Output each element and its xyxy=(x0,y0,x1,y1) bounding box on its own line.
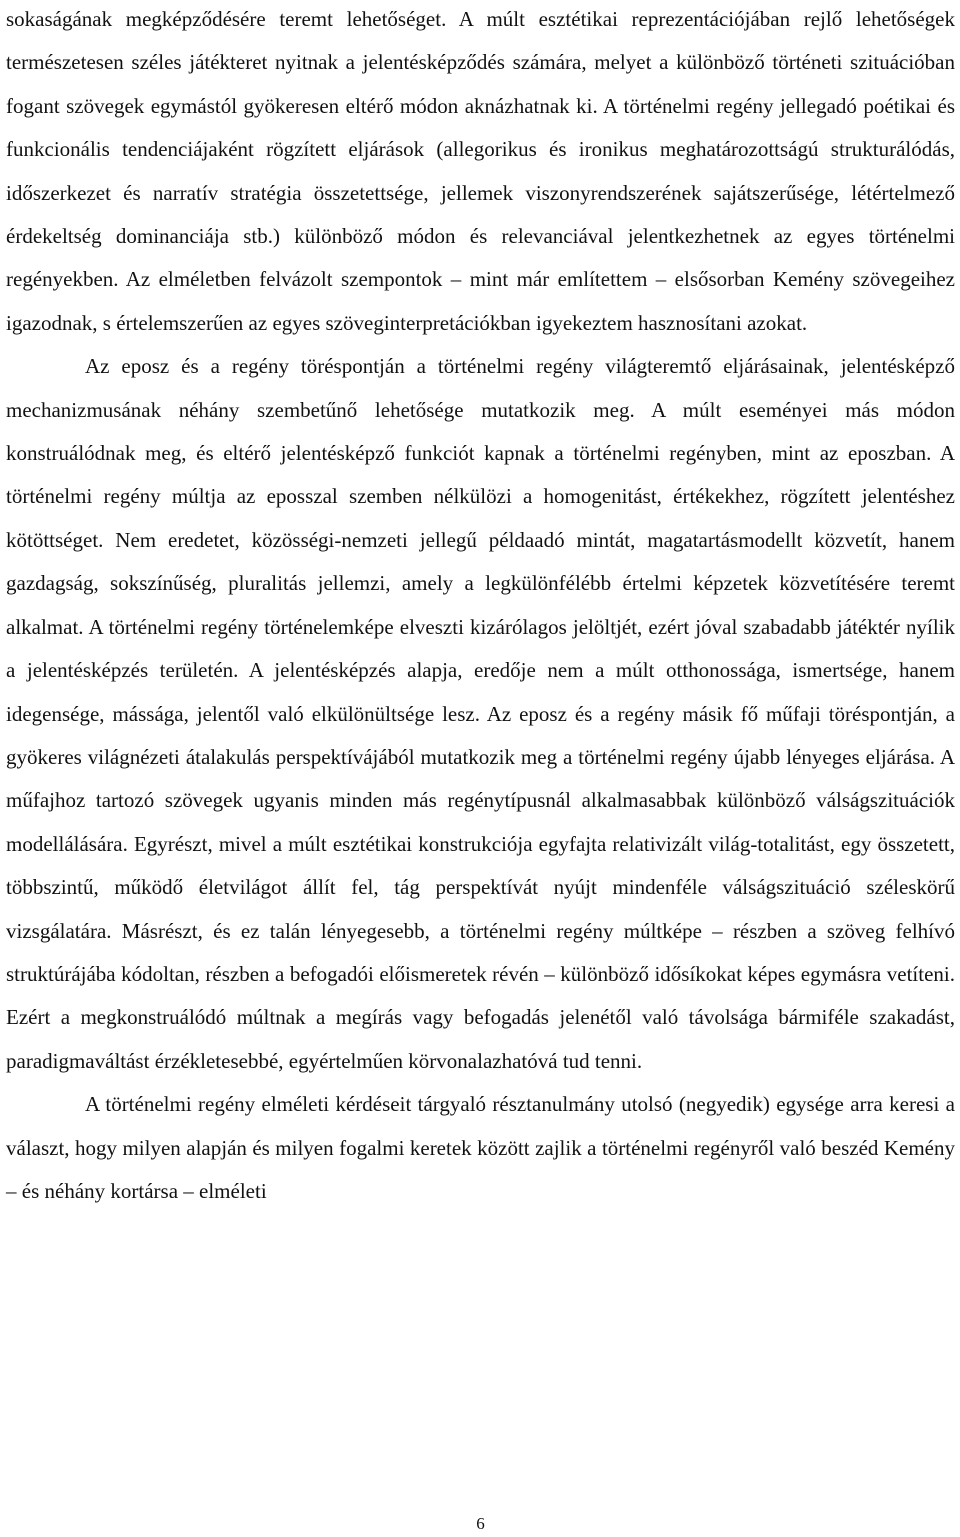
paragraph: Az eposz és a regény töréspontján a történelmi regény világteremtő eljárásainak, jelentésképző mechanizmusának néhány szembetűnő lehetősége mutatkozik meg. A múlt eseményei más módon konstruálódnak meg, és eltérő jelentésképző funkciót kapnak a történelmi regényben, mint az eposzban. A történelmi regény múltja az eposszal szemben nélkülözi a homogenitást, értékekhez, rögzített jelentéshez kötöttséget. Nem eredetet, közösségi-nemzeti jellegű példaadó mintát, magatartásmodellt közvetít, hanem gazdagság, sokszínűség, pluralitás jellemzi, amely a legkülönfélébb értelmi képzetek közvetítésére teremt alkalmat. A történelmi regény történelemképe elveszti kizárólagos jelöltjét, ezért jóval szabadabb játéktér nyílik a jelentésképzés területén. A jelentésképzés alapja, eredője nem a múlt otthonossága, ismertsége, hanem idegensége, mássága, jelentől való elkülönültsége lesz. Az eposz és a regény másik fő műfaji töréspontján, a gyökeres világnézeti átalakulás perspektívájából mutatkozik meg a történelmi regény újabb lényeges eljárása. A műfajhoz tartozó szövegek ugyanis minden más regénytípusnál alkalmasabbak különböző válságszituációk modellálására. Egyrészt, mivel a múlt esztétikai konstrukciója egyfajta relativizált világ-totalitást, egy összetett, többszintű, működő életvilágot állít fel, tág perspektívát nyújt mindenféle válságszituáció széleskörű vizsgálatára. Másrészt, és ez talán lényegesebb, a történelmi regény múltképe – részben a szöveg felhívó struktúrájába kódoltan, részben a befogadói előismeretek révén – különböző idősíkokat képes egymásra vetíteni. Ezért a megkonstruálódó múltnak a megírás vagy befogadás jelenétől való távolsága bármiféle szakadást, paradigmaváltást érzékletesebbé, egyértelműen körvonalazhatóvá tud tenni. xyxy=(6,354,955,1073)
paragraph: A történelmi regény elméleti kérdéseit tárgyaló résztanulmány utolsó (negyedik) egysége arra keresi a választ, hogy milyen alapján és milyen fogalmi keretek között zajlik a történelmi regényről való beszéd Kemény – és néhány kortársa – elméleti xyxy=(6,1092,955,1203)
document-page xyxy=(6,0,955,1537)
body-text xyxy=(6,0,955,1213)
paragraph-continued: sokaságának megképződésére teremt lehetőséget. A múlt esztétikai reprezentációjában rejlő lehetőségek természetesen széles játékteret nyitnak a jelentésképződés számára, melyet a különböző történeti szituációban fogant szövegek egymástól gyökeresen eltérő módon aknázhatnak ki. A történelmi regény jellegadó poétikai és funkcionális tendenciájaként rögzített eljárások (allegorikus és ironikus meghatározottságú strukturálódás, időszerkezet és narratív stratégia összetettsége, jellemek viszonyrendszerének sajátszerűsége, létértelmező érdekeltség dominanciája stb.) különböző módon és relevanciával jelentkezhetnek az egyes történelmi regényekben. Az elméletben felvázolt szempontok – mint már említettem – elsősorban Kemény szövegeihez igazodnak, s értelemszerűen az egyes szöveginterpretációkban igyekeztem hasznosítani azokat. xyxy=(6,7,955,335)
page-number: 6 xyxy=(476,1514,485,1533)
